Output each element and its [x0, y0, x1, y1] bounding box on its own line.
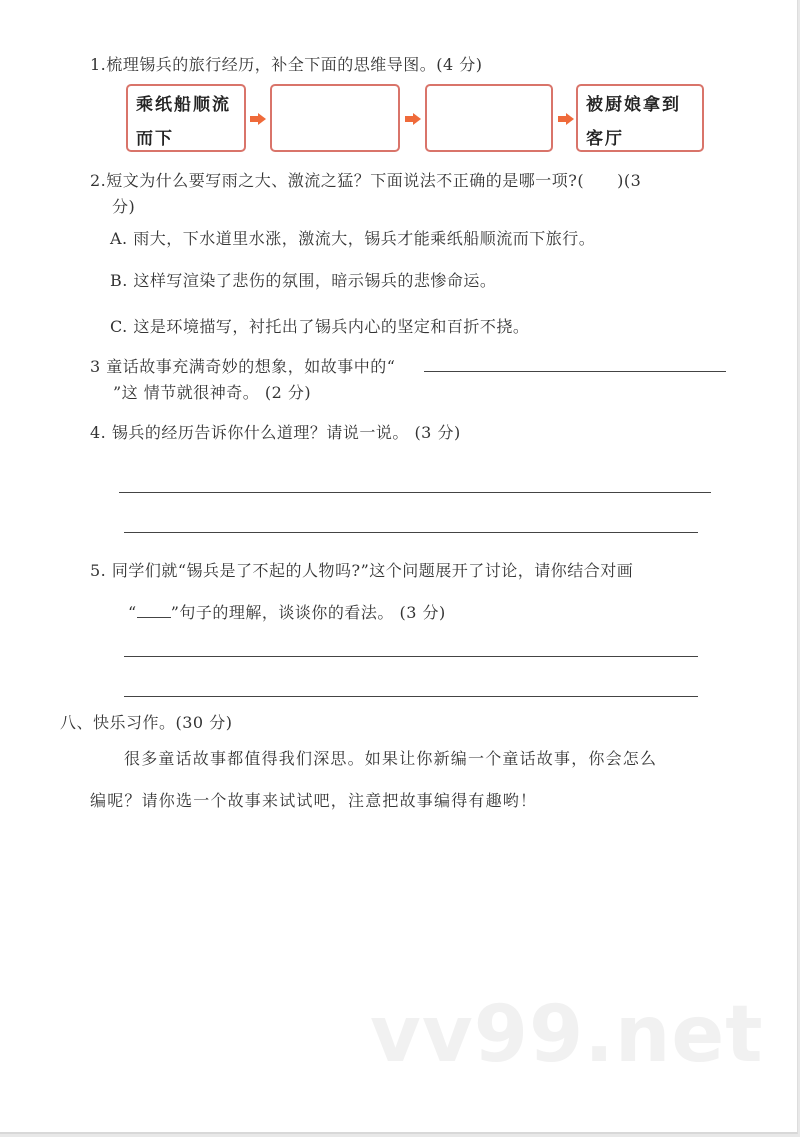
q2-option-b[interactable]: B. 这样写渲染了悲伤的氛围，暗示锡兵的悲惨命运。	[110, 271, 497, 290]
q3-line2: ”这 情节就很神奇。 (2 分)	[113, 383, 312, 402]
watermark: vv99.net	[370, 990, 764, 1080]
mindmap-box-1	[126, 84, 246, 152]
q2-option-a[interactable]: A. 雨大，下水道里水涨，激流大，锡兵才能乘纸船顺流而下旅行。	[110, 229, 596, 248]
q2-line2: 分)	[112, 197, 136, 216]
q4-text: 4. 锡兵的经历告诉你什么道理？请说一说。 (3 分)	[90, 423, 461, 442]
q5-line2	[128, 600, 446, 623]
section-8-title: 八、快乐习作。(30 分)	[60, 713, 233, 732]
q2-option-c[interactable]: C. 这是环境描写，衬托出了锡兵内心的坚定和百折不挠。	[110, 317, 530, 336]
q5-line1: 5. 同学们就“锡兵是了不起的人物吗?”这个问题展开了讨论，请你结合对画	[90, 561, 634, 580]
q3-answer-line[interactable]	[424, 371, 726, 372]
q2-line1: 2.短文为什么要写雨之大、激流之猛？下面说法不正确的是哪一项?( )(3	[90, 171, 642, 190]
section-8-para-2: 编呢？请你选一个故事来试试吧，注意把故事编得有趣哟！	[90, 791, 538, 810]
q5-blank[interactable]	[137, 603, 171, 618]
q3-line1: 3 童话故事充满奇妙的想象，如故事中的“	[90, 357, 396, 376]
mindmap-box-4	[576, 84, 704, 152]
mindmap-box-2[interactable]	[270, 84, 400, 152]
quote-open: “	[128, 603, 137, 622]
q4-answer-line-2[interactable]	[124, 532, 698, 533]
section-8-para-1: 很多童话故事都值得我们深思。如果让你新编一个童话故事，你会怎么	[124, 749, 658, 768]
box-text: 而下	[136, 129, 174, 149]
q5-answer-line-2[interactable]	[124, 696, 698, 697]
q5-line2-text: ”句子的理解，谈谈你的看法。 (3 分)	[170, 603, 446, 622]
mindmap-box-3[interactable]	[425, 84, 553, 152]
q5-answer-line-1[interactable]	[124, 656, 698, 657]
q4-answer-line-1[interactable]	[119, 492, 711, 493]
box-text: 乘纸船顺流	[136, 95, 231, 115]
q1-text: 1.梳理锡兵的旅行经历，补全下面的思维导图。(4 分)	[90, 55, 483, 74]
box-text: 客厅	[586, 129, 624, 149]
box-text: 被厨娘拿到	[586, 95, 681, 115]
